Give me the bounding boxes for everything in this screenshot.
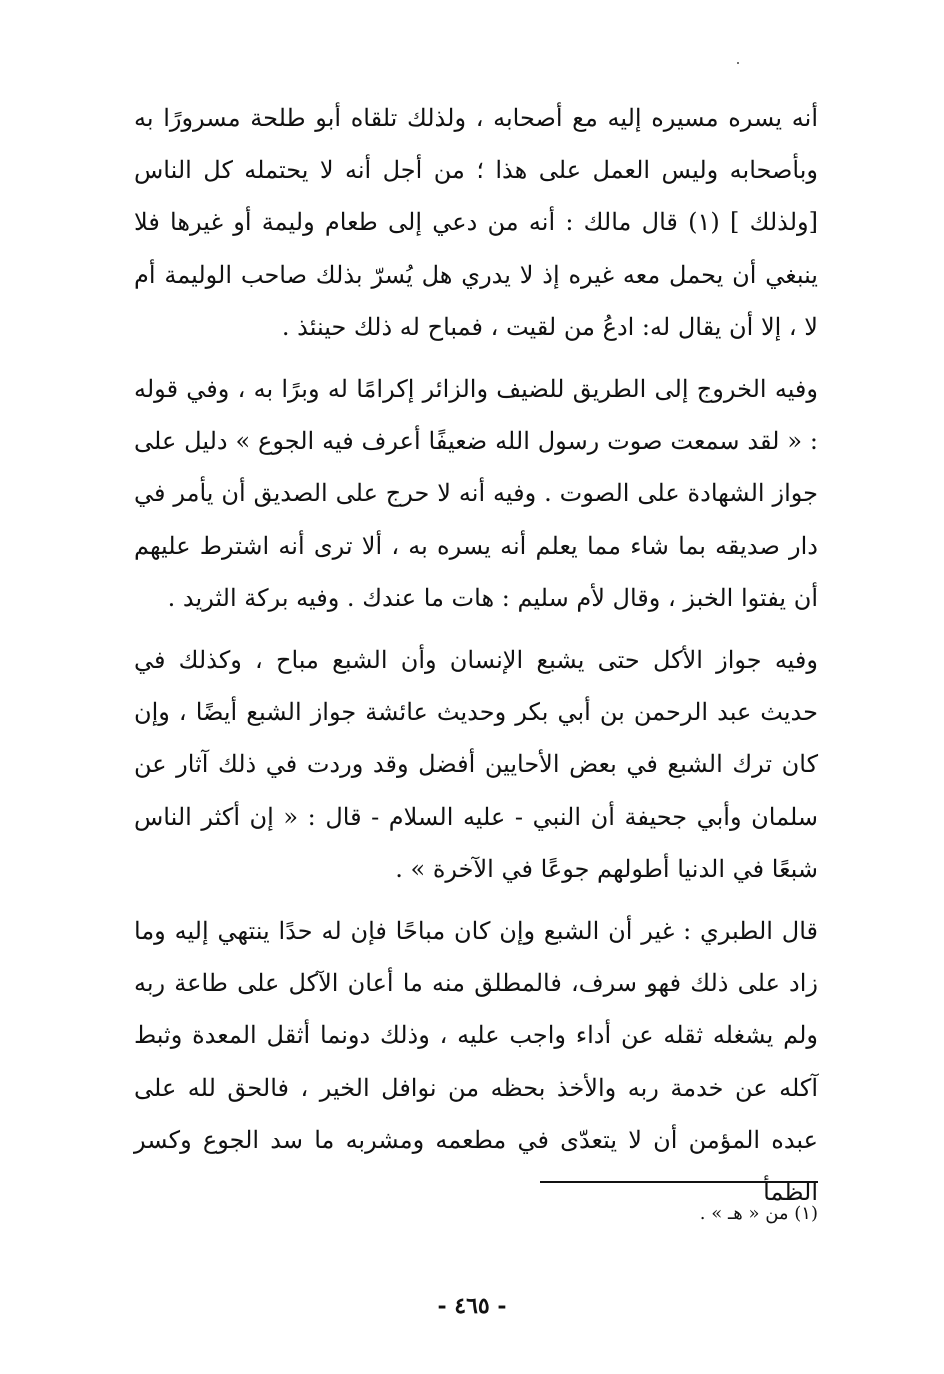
page-body <box>134 92 818 1218</box>
footnote-divider <box>540 1181 818 1183</box>
paragraph-4: قال الطبري : غير أن الشبع وإن كان مباحًا فإن له حدًا ينتهي إليه وما زاد على ذلك فهو سرف، فالمطلق منه ما أعان الآكل على طاعة ربه ولم يشغله ثقله عن أداء واجب عليه ، وذلك دونما أثقل المعدة وثبط آكله عن خدمة ربه والأخذ بحظه من نوافل الخير ، فالحق لله على عبده المؤمن أن لا يتعدّى في مطعمه ومشربه ما سد الجوع وكسر الظمأ <box>134 917 818 1207</box>
paragraph-3: وفيه جواز الأكل حتى يشبع الإنسان وأن الشبع مباح ، وكذلك في حديث عبد الرحمن بن أبي بكر وحديث عائشة جواز الشبع أيضًا ، وإن كان ترك الشبع في بعض الأحايين أفضل وقد وردت في ذلك آثار عن سلمان وأبي جحيفة أن النبي - عليه السلام - قال : « إن أكثر الناس شبعًا في الدنيا أطولهم جوعًا في الآخرة » . <box>134 646 818 883</box>
paragraph-1: أنه يسره مسيره إليه مع أصحابه ، ولذلك تلقاه أبو طلحة مسرورًا به وبأصحابه وليس العمل على هذا ؛ من أجل أنه لا يحتمله كل الناس [ولذلك ] (١) قال مالك : أنه من دعي إلى طعام وليمة أو غيرها فلا ينبغي أن يحمل معه غيره إذ لا يدري هل يُسرّ بذلك صاحب الوليمة أم لا ، إلا أن يقال له: ادعُ من لقيت ، فمباح له ذلك حينئذ . <box>134 104 818 341</box>
page-number: - ٤٦٥ - <box>437 1293 507 1319</box>
scan-speck <box>737 62 739 64</box>
paragraph-2: وفيه الخروج إلى الطريق للضيف والزائر إكرامًا له وبرًا به ، وفي قوله : « لقد سمعت صوت رسول الله ضعيفًا أعرف فيه الجوع » دليل على جواز الشهادة على الصوت . وفيه أنه لا حرج على الصديق أن يأمر في دار صديقه بما شاء مما يعلم أنه يسره به ، ألا ترى أنه اشترط عليهم أن يفتوا الخبز ، وقال لأم سليم : هات ما عندك . وفيه بركة الثريد . <box>134 375 818 612</box>
footnote: (١) من « هـ » . <box>699 1203 818 1224</box>
